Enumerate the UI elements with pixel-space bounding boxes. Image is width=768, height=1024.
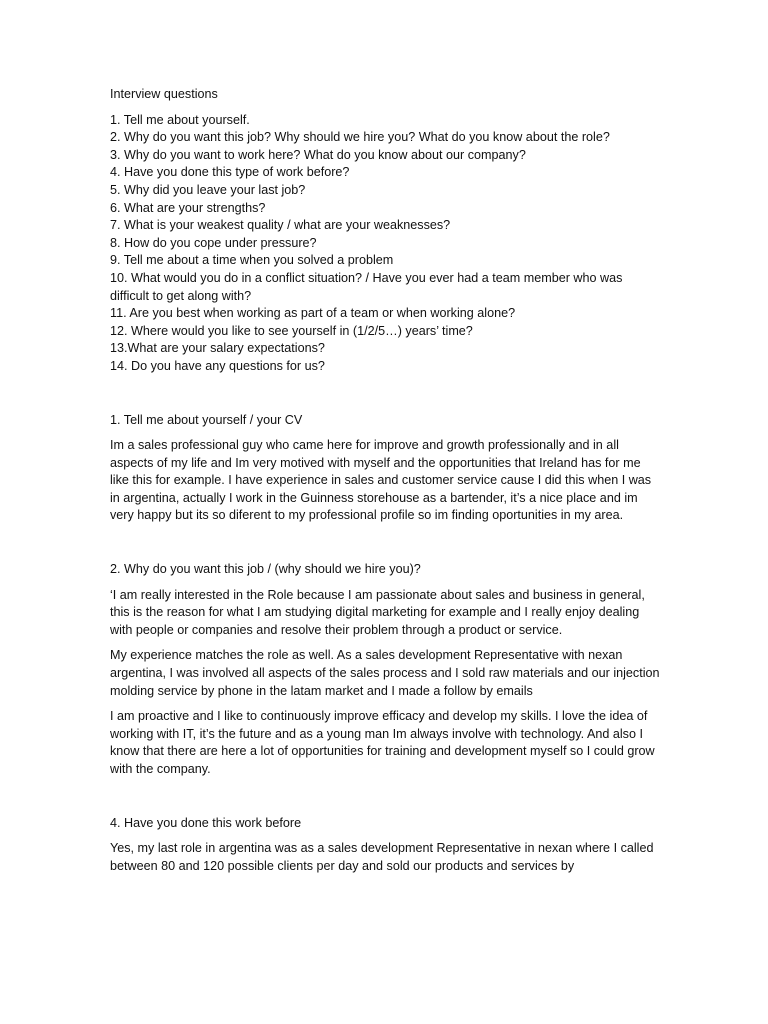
question-item: 7. What is your weakest quality / what are your weaknesses? [110,218,451,233]
answer-paragraph: I am proactive and I like to continuously improve efficacy and develop my skills. I love the idea of working with IT, it’s the future and as a young man Im always involve with technology. And also I know that there are here a lot of opportunities for training and development myself so I could grow with the company. [110,709,655,776]
question-item: 5. Why did you leave your last job? [110,182,306,197]
question-item: 10. What would you do in a conflict situation? / Have you ever had a team member who was difficult to get along with? [110,270,623,303]
answer-paragraph: ‘I am really interested in the Role because I am passionate about sales and business in general, this is the reason for what I am studying digital marketing for example and I really enjoy dealing with people or companies and resolve their problem through a product or service. [110,587,645,637]
question-item: 9. Tell me about a time when you solved a problem [110,253,394,268]
answer-paragraph: My experience matches the role as well. As a sales development Representative with nexan argentina, I was involved all aspects of the sales process and I sold raw materials and our injection molding service by phone in the latam market and I made a follow by emails [110,648,660,698]
answer-section-done-this-work-before [110,815,662,876]
section-heading: 4. Have you done this work before [110,815,302,830]
answer-section-tell-me-about-yourself [110,412,662,526]
question-item: 1. Tell me about yourself. [110,112,250,127]
question-item: 14. Do you have any questions for us? [110,358,325,373]
answer-paragraph: Im a sales professional guy who came here for improve and growth professionally and in all aspects of my life and Im very motived with myself and the opportunities that Ireland has for me like this for example. I have experience in sales and customer service cause I did this when I was in argentina, actually I work in the Guinness storehouse as a bartender, it’s a nice place and im very happy but its so diferent to my professional profile so im finding oportunities in my area. [110,438,652,523]
question-item: 3. Why do you want to work here? What do you know about our company? [110,147,526,162]
question-list [110,112,662,376]
section-heading: 2. Why do you want this job / (why should we hire you)? [110,562,421,577]
question-item: 12. Where would you like to see yourself in (1/2/5…) years’ time? [110,323,473,338]
answer-section-why-this-job [110,561,662,779]
question-item: 8. How do you cope under pressure? [110,235,317,250]
question-item: 4. Have you done this type of work before? [110,165,350,180]
section-heading: 1. Tell me about yourself / your CV [110,412,303,427]
question-item: 13.What are your salary expectations? [110,341,325,356]
answer-paragraph: Yes, my last role in argentina was as a sales development Representative in nexan where I called between 80 and 120 possible clients per day and sold our products and services by [110,841,654,873]
document-page [110,86,662,883]
document-title: Interview questions [110,87,218,101]
question-item: 11. Are you best when working as part of a team or when working alone? [110,306,516,321]
question-item: 6. What are your strengths? [110,200,266,215]
question-item: 2. Why do you want this job? Why should we hire you? What do you know about the role? [110,130,610,145]
